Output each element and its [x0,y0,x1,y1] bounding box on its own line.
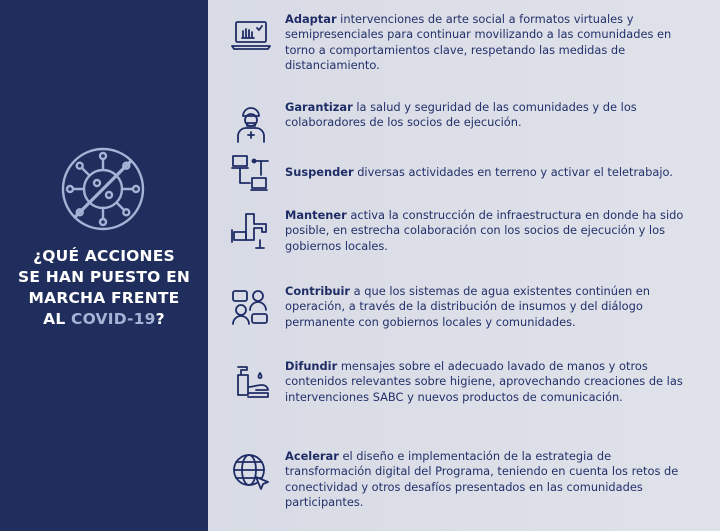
pipes-icon [228,208,274,254]
action-verb: Mantener [285,208,347,222]
health-worker-icon [228,100,274,146]
headline-suffix: ? [155,310,165,328]
headline-line-4 [6,309,202,330]
action-item [228,359,708,405]
virus-prohibited-icon [60,146,146,232]
action-description: el diseño e implementación de la estrategia de transformación digital del Programa, teniendo en cuenta los retos de conectividad y otros desafíos presentados en las comunidades participantes. [285,449,679,510]
remote-work-icon [228,151,274,197]
headline-prefix: AL [43,310,71,328]
action-description: activa la construcción de infraestructura en donde ha sido posible, en estrecha colaboración con los socios de ejecución y los gobiernos locales. [285,208,684,253]
action-text [285,284,685,330]
headline-line-1: ¿QUÉ ACCIONES [33,247,175,265]
action-text [285,208,685,254]
left-panel [0,0,208,531]
action-text [285,100,685,131]
action-description: mensajes sobre el adecuado lavado de manos y otros contenidos relevantes sobre higiene, aprovechando creaciones de las intervenciones SABC y nuevos productos de comunicación. [285,359,683,404]
action-item [228,449,708,511]
action-description: a que los sistemas de agua existentes continúen en operación, a través de la distribución de insumos y del diálogo permanente con gobiernos locales y comunidades. [285,284,651,329]
action-verb: Garantizar [285,100,353,114]
action-description: intervenciones de arte social a formatos virtuales y semipresenciales para continuar movilizando a las comunidades en torno a comportamientos clave, respetando las medidas de distanciamiento. [285,12,672,73]
action-item [228,151,708,197]
action-item [228,208,708,254]
action-verb: Adaptar [285,12,337,26]
headline-line-3: MARCHA FRENTE [28,289,180,307]
headline-highlight: COVID-19 [71,310,156,328]
action-text [285,449,685,511]
action-verb: Difundir [285,359,338,373]
action-description: la salud y seguridad de las comunidades y de los colaboradores de los socios de ejecución. [285,100,637,130]
community-dialogue-icon [228,284,274,330]
action-verb: Suspender [285,165,354,179]
action-text [285,359,685,405]
action-item [228,284,708,330]
laptop-hand-icon [228,12,274,58]
action-description: diversas actividades en terreno y activar el teletrabajo. [353,165,673,179]
action-item [228,100,708,146]
action-text [285,12,685,74]
action-verb: Acelerar [285,449,339,463]
action-item [228,12,708,74]
headline [6,246,202,330]
globe-cursor-icon [228,449,274,495]
handwashing-icon [228,359,274,405]
action-verb: Contribuir [285,284,351,298]
headline-line-2: SE HAN PUESTO EN [17,268,191,286]
actions-panel [208,0,720,531]
action-text [285,151,685,180]
